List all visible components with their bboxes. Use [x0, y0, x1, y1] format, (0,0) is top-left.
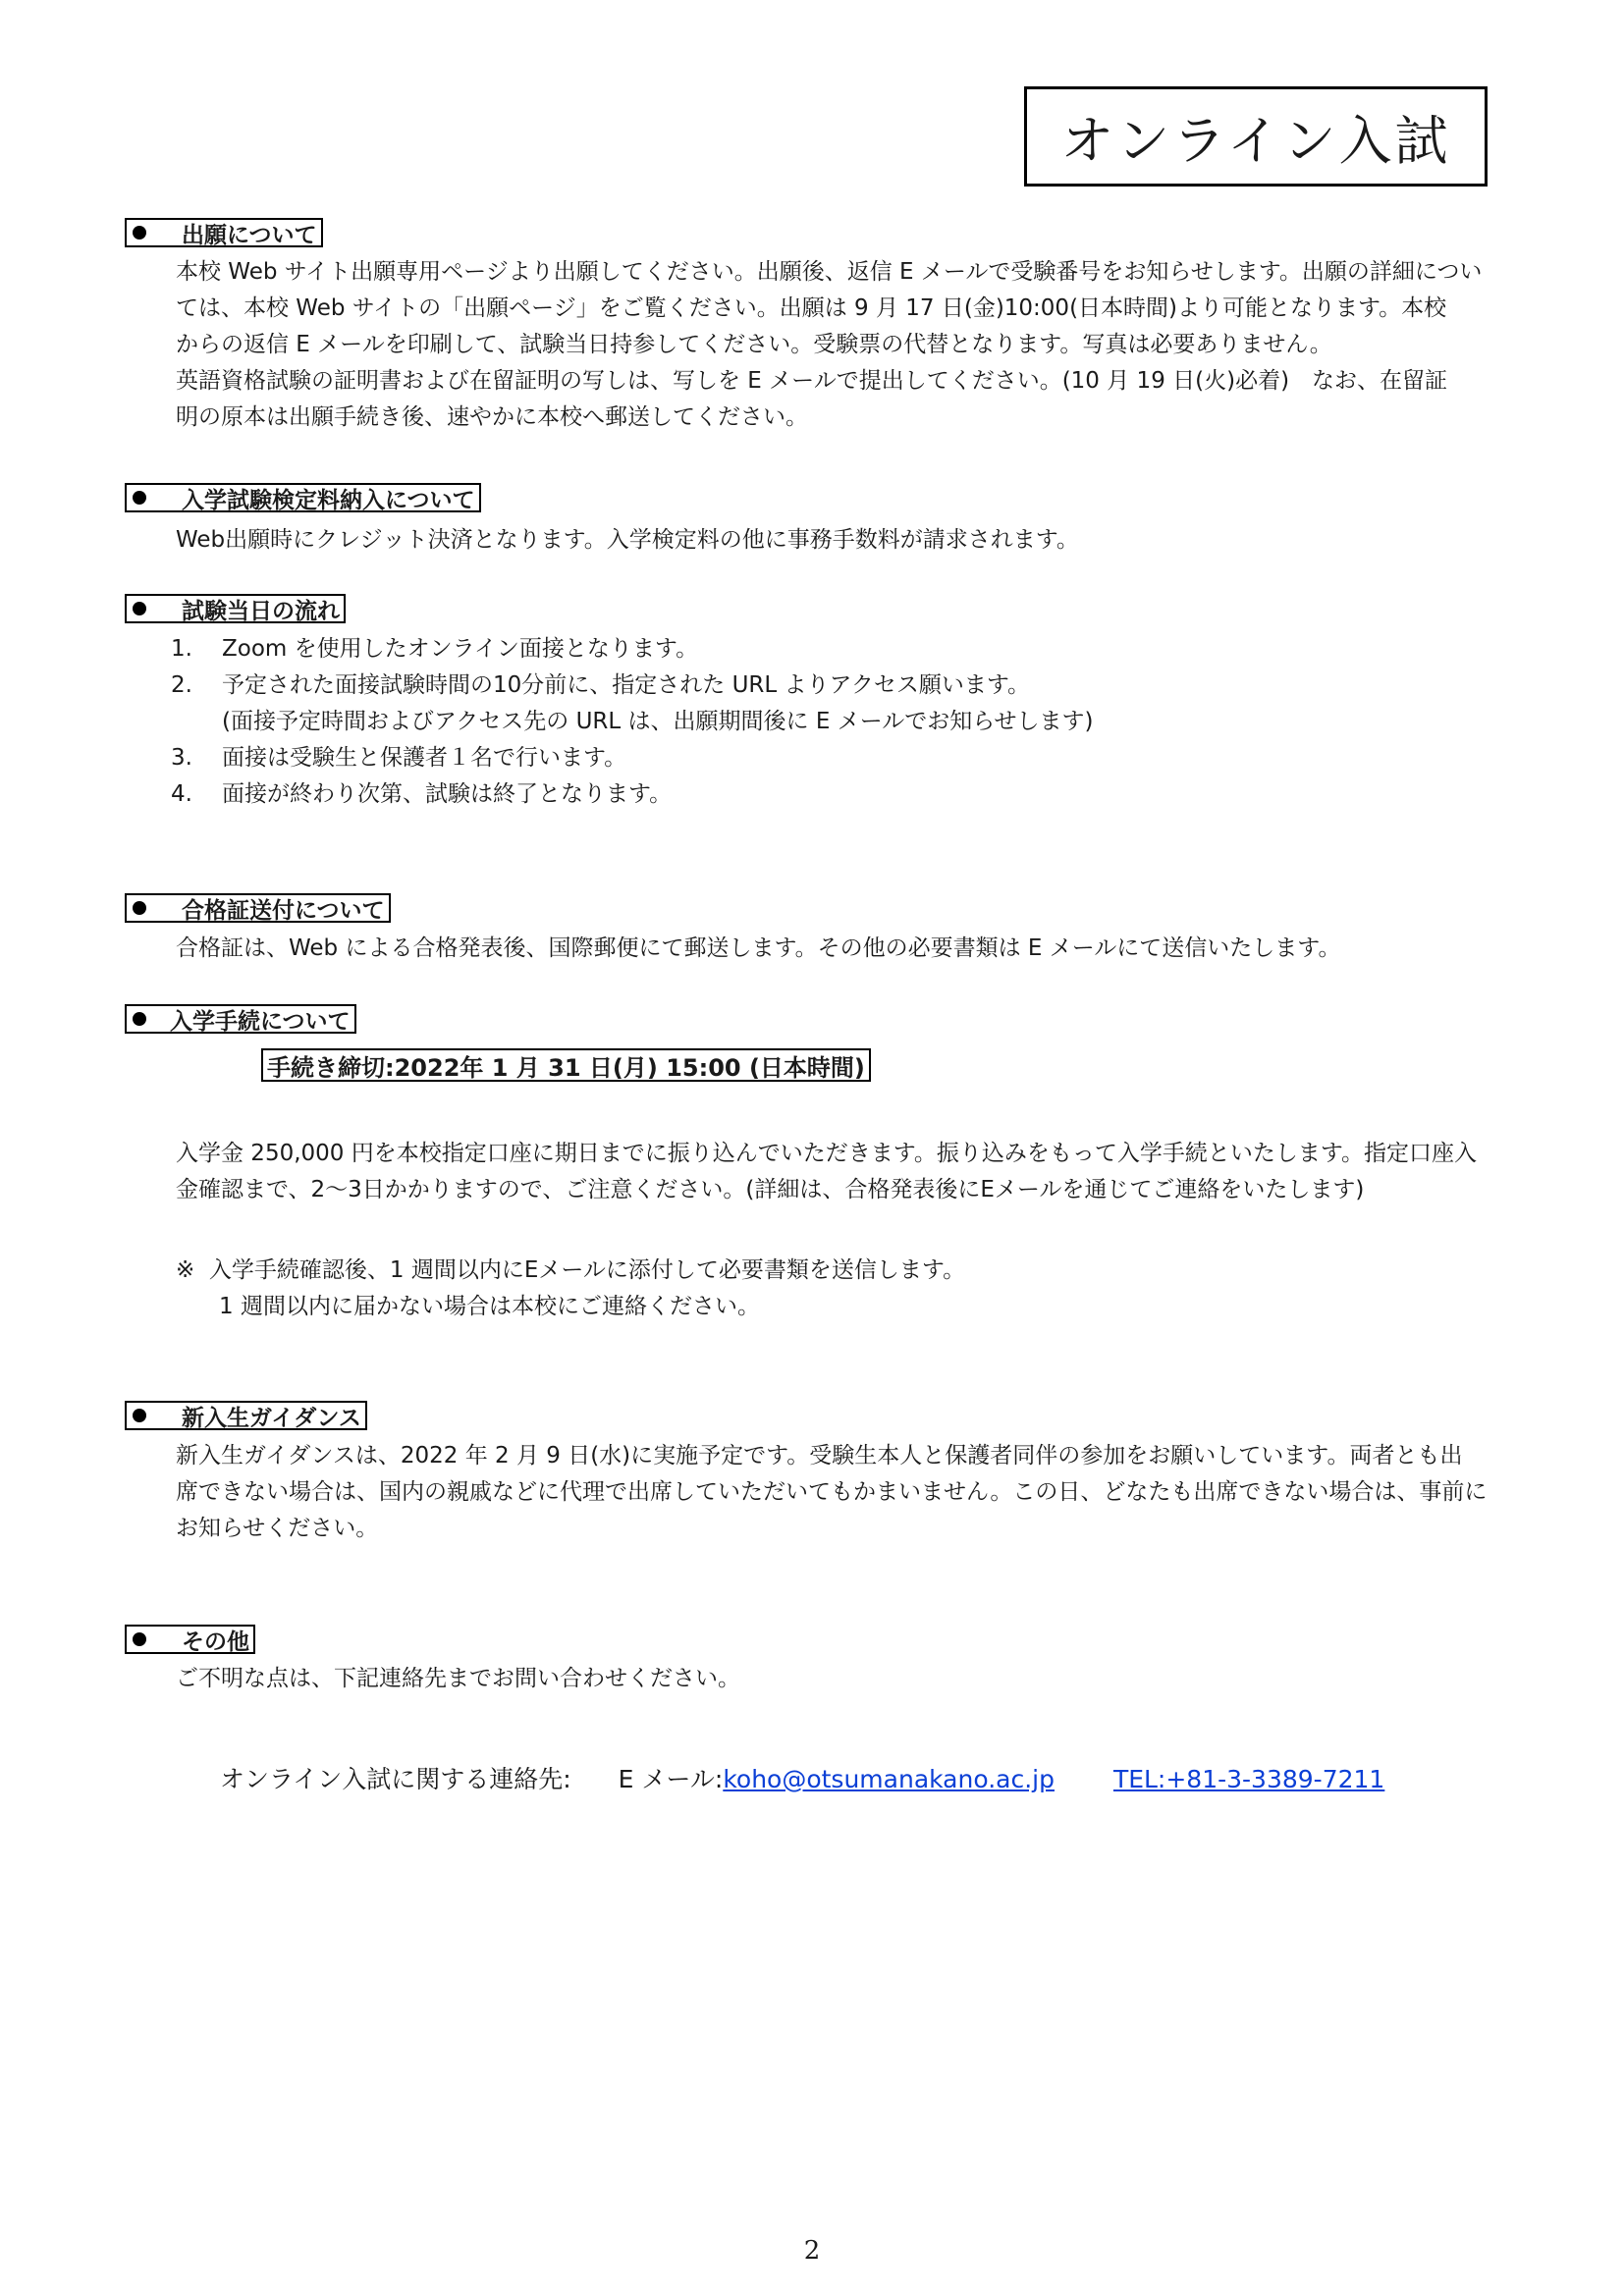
list-item-continuation: (面接予定時間およびアクセス先の URL は、出願期間後に E メールでお知らせします): [222, 709, 1094, 734]
exam-flow-list: [171, 631, 1094, 813]
bullet-icon: [133, 491, 146, 505]
text-line: 席できない場合は、国内の親戚などに代理で出席していただいてもかまいません。この日、どなたも出席できない場合は、事前に: [176, 1479, 1488, 1505]
deadline-value: :2022年 1 月 31 日(月) 15:00 (日本時間): [385, 1053, 865, 1082]
text-line: 本校 Web サイト出願専用ページより出願してください。出願後、返信 E メールで受験番号をお知らせします。出願の詳細につい: [176, 259, 1483, 285]
text-line: 金確認まで、2～3日かかりますので、ご注意ください。(詳細は、合格発表後にEメールを通じてご連絡をいたします): [176, 1177, 1365, 1202]
text-line: Web出願時にクレジット決済となります。入学検定料の他に事務手数料が請求されます。: [176, 527, 1079, 553]
deadline-label: 手続き締切: [267, 1053, 385, 1082]
heading-text: 試験当日の流れ: [182, 598, 340, 624]
tel-link[interactable]: TEL:+81-3-3389-7211: [1112, 1765, 1385, 1793]
deadline-box: [261, 1048, 871, 1082]
note-line: ※ 入学手続確認後、1 週間以内にEメールに添付して必要書類を送信します。: [176, 1257, 966, 1283]
section-heading-certificate: [125, 893, 391, 923]
text-line: お知らせください。: [176, 1516, 379, 1541]
heading-text: その他: [182, 1629, 249, 1655]
email-label: E メール:: [618, 1765, 724, 1793]
section-heading-application: [125, 218, 323, 247]
bullet-icon: [133, 1632, 146, 1646]
section-heading-fee: [125, 483, 481, 512]
text-line: 明の原本は出願手続き後、速やかに本校へ郵送してください。: [176, 404, 808, 430]
section-body-certificate: [176, 931, 1550, 967]
note-mark: ※: [176, 1257, 195, 1283]
section-body-enrollment: [176, 1136, 1550, 1208]
section-body-other: [176, 1661, 1550, 1697]
heading-text: 新入生ガイダンス: [182, 1405, 361, 1431]
heading-text: 入学試験検定料納入について: [182, 487, 475, 513]
bullet-icon: [133, 1409, 146, 1422]
section-body-guidance: [176, 1438, 1550, 1547]
section-heading-enrollment: [125, 1004, 356, 1034]
note-line: 1 週間以内に届かない場合は本校にご連絡ください。: [219, 1294, 760, 1319]
section-heading-guidance: [125, 1401, 367, 1430]
heading-text: 合格証送付について: [182, 897, 385, 924]
bullet-icon: [133, 1012, 146, 1026]
page-title: オンライン入試: [1024, 86, 1488, 187]
heading-text: 出願について: [182, 222, 317, 248]
section-heading-other: [125, 1625, 255, 1654]
contact-label: オンライン入試に関する連絡先:: [220, 1765, 571, 1793]
list-item: 4. 面接が終わり次第、試験は終了となります。: [171, 781, 673, 807]
text-line: ご不明な点は、下記連絡先までお問い合わせください。: [176, 1666, 740, 1691]
bullet-icon: [133, 901, 146, 915]
bullet-icon: [133, 226, 146, 240]
list-item: 1. Zoom を使用したオンライン面接となります。: [171, 636, 699, 662]
section-body-application: [176, 254, 1550, 436]
heading-text: 入学手続について: [170, 1008, 351, 1035]
list-item: 2. 予定された面接試験時間の10分前に、指定された URL よりアクセス願います。: [171, 672, 1030, 698]
section-body-fee: [176, 522, 1550, 559]
bullet-icon: [133, 602, 146, 615]
text-line: 新入生ガイダンスは、2022 年 2 月 9 日(水)に実施予定です。受験生本人と保護者同伴の参加をお願いしています。両者とも出: [176, 1443, 1463, 1468]
page-number: 2: [803, 2236, 821, 2266]
text-line: からの返信 E メールを印刷して、試験当日持参してください。受験票の代替となります。写真は必要ありません。: [176, 332, 1332, 357]
text-line: 入学金 250,000 円を本校指定口座に期日までに振り込んでいただきます。振り込みをもって入学手続といたします。指定口座入: [176, 1141, 1478, 1166]
enrollment-note: [176, 1253, 965, 1325]
text-line: 英語資格試験の証明書および在留証明の写しは、写しを E メールで提出してください。(10 月 19 日(火)必着) なお、在留証: [176, 368, 1448, 394]
list-item: 3. 面接は受験生と保護者１名で行います。: [171, 745, 627, 771]
email-link[interactable]: koho@otsumanakano.ac.jp: [723, 1765, 1055, 1793]
text-line: ては、本校 Web サイトの「出願ページ」をご覧ください。出願は 9 月 17 日(金)10:00(日本時間)より可能となります。本校: [176, 295, 1447, 321]
section-heading-exam-flow: [125, 594, 346, 623]
contact-line: [220, 1760, 1384, 1795]
text-line: 合格証は、Web による合格発表後、国際郵便にて郵送します。その他の必要書類は E メールにて送信いたします。: [176, 935, 1341, 961]
